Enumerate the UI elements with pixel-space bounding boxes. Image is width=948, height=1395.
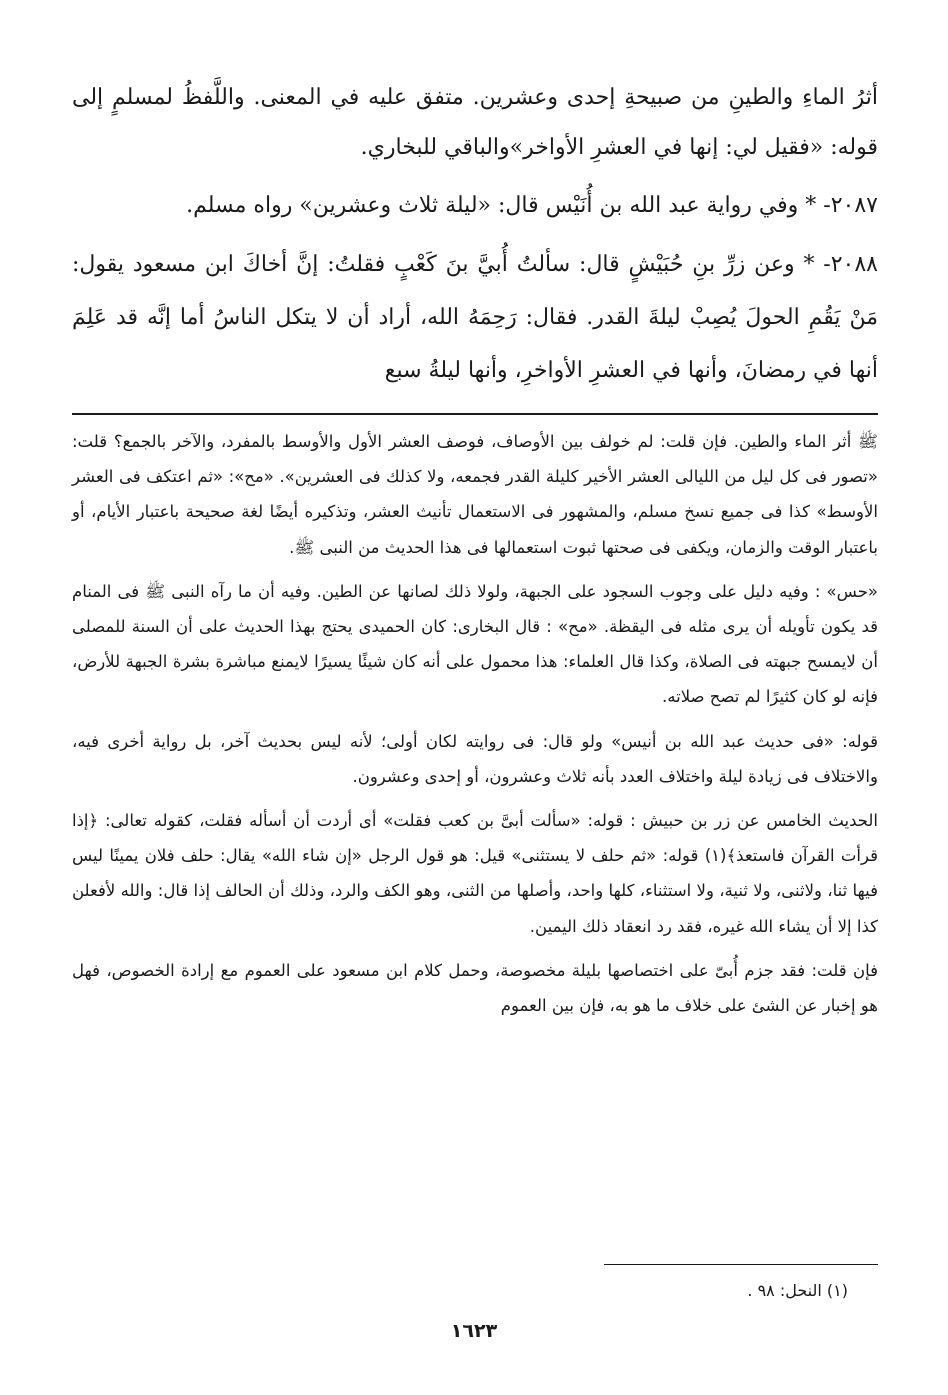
hadith-2087: ٢٠٨٧- * وفي رواية عبد الله بن أُنَيْس قال: «ليلة ثلاث وعشرين» رواه مسلم.	[186, 193, 878, 218]
commentary-paragraph-1: ﷺ أثر الماء والطين. فإن قلت: لم خولف بين الأوصاف، فوصف العشر الأول والأوسط بالمفرد، والآخر بالجمع؟ قلت: «تصور فى كل ليل من الليالى العشر الأخير كليلة القدر فجمعه، ولا كذلك فى العشرين». «مح»: «ثم اعتكف فى العشر الأوسط» كذا فى جميع نسخ مسلم، والمشهور فى الاستعمال تأنيث العشر، وتذكيره أيضًا لغة صحيحة باعتبار الأيام، أو باعتبار الوقت والزمان، ويكفى فى صحتها ثبوت استعمالها فى هذا الحديث من النبى ﷺ.	[72, 432, 878, 557]
commentary-section	[72, 424, 878, 1032]
commentary-paragraph-2: «حس» : وفيه دليل على وجوب السجود على الجبهة، ولولا ذلك لصانها عن الطين. وفيه أن ما رآه النبى ﷺ فى المنام قد يكون تأويله أن يرى مثله فى اليقظة. «مح» : قال البخارى: كان الحميدى يحتج بهذا الحديث على أن السنة للمصلى أن لايمسح جبهته فى الصلاة، وكذا قال العلماء: هذا محمول على أنه كان شيئًا يسيرًا لايمنع مباشرة بشرة الجبهة للأرض، فإنه لو كان كثيرًا لم تصح صلاته.	[72, 581, 878, 707]
commentary-paragraph-5: فإن قلت: فقد جزم أُبىّ على اختصاصها بليلة مخصوصة، وحمل كلام ابن مسعود على العموم مع إرادة الخصوص، فهل هو إخبار عن الشئ على خلاف ما هو به، فإن بين العموم	[72, 960, 878, 1016]
commentary-paragraph-4: الحديث الخامس عن زر بن حبيش : قوله: «سألت أبىَّ بن كعب فقلت» أى أردت أن أسأله فقلت، كقوله تعالى: ﴿إذا قرأت القرآن فاستعذ﴾(١) قوله: «ثم حلف لا يستثنى» قيل: هو قول الرجل «إن شاء الله» يقال: حلف فلان يمينًا ليس فيها ثنا، ولاثنى، ولا ثنية، ولا استثناء، كلها واحد، وأصلها من الثنى، وهو الكف والرد، وذلك أن الحالف إذا قال: والله لأفعلن كذا إلا أن يشاء الله غيره، فقد رد انعقاد ذلك اليمين.	[72, 811, 878, 936]
commentary-paragraph-3: قوله: «فى حديث عبد الله بن أنيس» ولو قال: فى روايته لكان أولى؛ لأنه ليس بحديث آخر، بل رواية أخرى فيه، والاختلاف فى زيادة ليلة واختلاف العدد بأنه ثلاث وعشرون، أو إحدى وعشرون.	[72, 731, 878, 786]
footnote: (١) النحل: ٩٨ .	[747, 1281, 848, 1300]
footnote-separator	[604, 1264, 878, 1265]
main-text	[72, 73, 878, 403]
main-separator	[72, 413, 878, 415]
page-number: ١٦٢٣	[450, 1320, 498, 1342]
hadith-2088: ٢٠٨٨- * وعن زرِّ بنِ حُبَيْشٍ قال: سألتُ أُبيَّ بنَ كَعْبٍ فقلتُ: إنَّ أخاكَ ابن مسعود يقول: مَنْ يَقُمِ الحولَ يُصِبْ ليلةَ القدر. فقال: رَحِمَهُ الله، أراد أن لا يتكل الناسُ أما إنَّه قد عَلِمَ أنها في رمضانَ، وأنها في العشرِ الأواخرِ، وأنها ليلةُ سبع	[72, 252, 878, 383]
main-paragraph-1: أثرُ الماءِ والطينِ من صبيحةِ إحدى وعشرين. متفق عليه في المعنى. واللَّفظُ لمسلمٍ إلى قوله: «فقيل لي: إنها في العشرِ الأواخر»والباقي للبخاري.	[72, 85, 878, 160]
